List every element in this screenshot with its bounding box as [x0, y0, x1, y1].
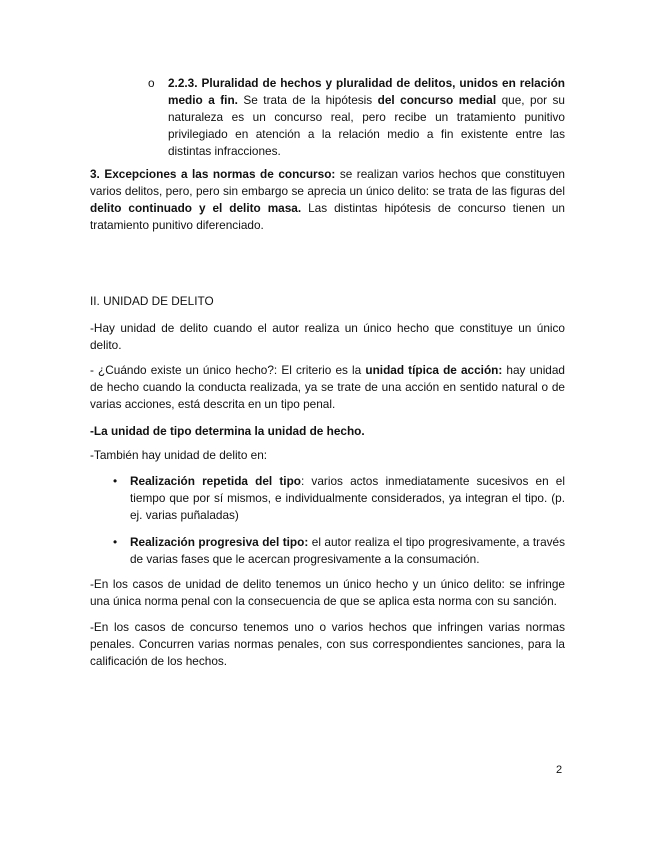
- cuando-term: unidad típica de acción:: [365, 363, 503, 377]
- bullet-item: [113, 534, 566, 568]
- excepciones-term: delito continuado y el delito masa.: [90, 201, 302, 215]
- cuando-text-part: - ¿Cuándo existe un único hecho?: El criterio es la: [90, 363, 366, 377]
- bullet-term: Realización repetida del tipo: [130, 474, 301, 488]
- paragraph-hay-unidad: -Hay unidad de delito cuando el autor realiza un único hecho que constituye un único delito.: [90, 321, 565, 352]
- bullet-marker: •: [113, 474, 118, 488]
- sub-item-term: del concurso medial: [377, 93, 497, 107]
- bullet-text-part: : varios actos inmediatamente sucesivos en el tiempo que por sí mismos, e individualmente considerados, ya integran el tipo. (p. ej. varias puñaladas): [130, 474, 565, 522]
- sub-item-text: [168, 75, 565, 160]
- unidad-tipo-text: -La unidad de tipo determina la unidad de hecho.: [90, 424, 365, 438]
- excepciones-text-part: se realizan varios hechos que constituyen varios delitos, pero, pero sin embargo se aprecia un único delito: se trata de las figuras del: [90, 167, 565, 198]
- paragraph-unidad-tipo: [90, 423, 565, 440]
- sub-item-text-part: Se trata de la hipótesis: [237, 93, 378, 107]
- bullet-text: [130, 534, 565, 568]
- paragraph-cuando: [90, 362, 565, 413]
- page-number: 2: [556, 764, 563, 776]
- sub-item-text-part: que, por su naturaleza es un concurso real, pero recibe un tratamiento punitivo privilegiado en atención a la relación medio a fin existente entre las distintas infracciones.: [168, 93, 565, 158]
- cuando-text-part: hay unidad de hecho cuando la conducta realizada, ya se trate de una acción en sentido natural o de varias acciones, está descrita en un tipo penal.: [90, 363, 565, 411]
- excepciones-text-part: Las distintas hipótesis de concurso tienen un tratamiento punitivo diferenciado.: [90, 201, 565, 232]
- bullet-marker: •: [113, 535, 118, 549]
- paragraph-concurso-casos: -En los casos de concurso tenemos uno o varios hechos que infringen varias normas penales. Concurren varias normas penales, con sus correspondientes sanciones, para la calificación de los hechos.: [90, 620, 565, 668]
- bullet-item: [113, 473, 565, 524]
- bullet-term: Realización progresiva del tipo:: [130, 535, 309, 549]
- sub-item-title: 2.2.3. Pluralidad de hechos y pluralidad de delitos, unidos en relación medio a fin.: [168, 76, 565, 107]
- bullet-text: [130, 473, 565, 524]
- bullet-text-part: el autor realiza el tipo progresivamente, a través de varias fases que le acercan progresivamente a la consumación.: [130, 535, 566, 566]
- paragraph-unidad-casos: -En los casos de unidad de delito tenemos un único hecho y un único delito: se infringe una única norma penal con la consecuencia de que se aplica esta norma con su sanción.: [90, 577, 565, 608]
- page-content: [90, 75, 565, 670]
- excepciones-title: 3. Excepciones a las normas de concurso:: [90, 167, 336, 181]
- list-marker: o: [148, 76, 155, 90]
- paragraph-excepciones: [90, 166, 565, 234]
- sub-item-2-2-3: [148, 75, 565, 160]
- paragraph-tambien: -También hay unidad de delito en:: [90, 448, 268, 462]
- section-heading: II. UNIDAD DE DELITO: [90, 294, 214, 308]
